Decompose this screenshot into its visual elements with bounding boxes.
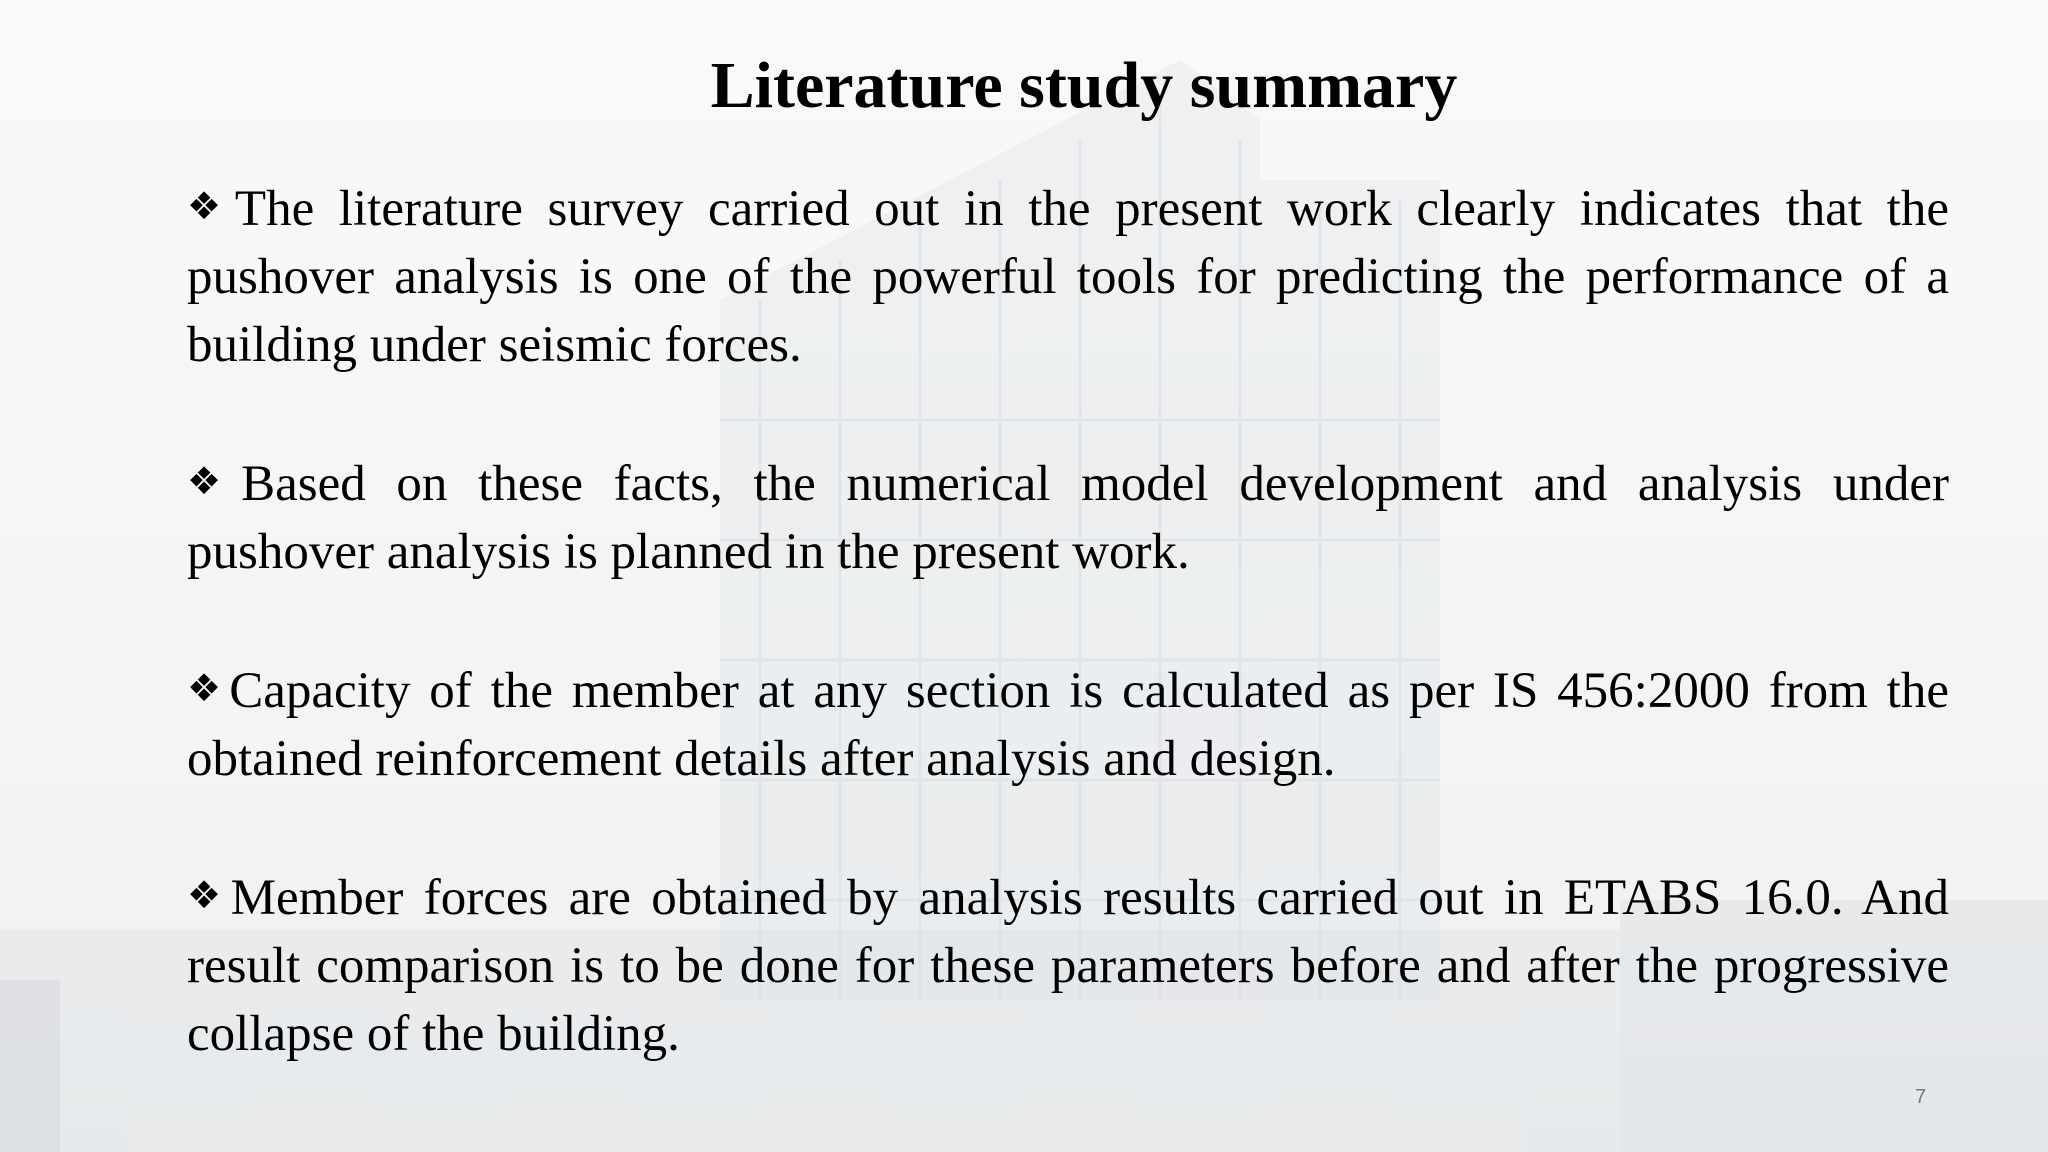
slide-title: Literature study summary (710, 49, 1458, 122)
bullet-list (187, 172, 1949, 1136)
diamond-bullet-icon: ❖ (187, 459, 240, 503)
bullet-item-4 (187, 861, 1949, 1068)
bullet-text-3: Capacity of the member at any section is calculated as per IS 456:2000 from the obtained reinforcement details after analysis and design. (187, 663, 1949, 787)
bullet-text-1: The literature survey carried out in the present work clearly indicates that the pushover analysis is one of the powerful tools for predicting the performance of a building under seismic forces. (187, 181, 1949, 373)
diamond-bullet-icon: ❖ (187, 184, 233, 228)
bullet-item-3 (187, 654, 1949, 793)
bullet-text-4: Member forces are obtained by analysis results carried out in ETABS 16.0. And result comparison is to be done for these parameters before and after the progressive collapse of the building. (187, 870, 1949, 1062)
bullet-item-1 (187, 172, 1949, 379)
bullet-item-2 (187, 447, 1949, 586)
diamond-bullet-icon: ❖ (187, 873, 229, 917)
bullet-text-2: Based on these facts, the numerical model development and analysis under pushover analysis is planned in the present work. (187, 456, 1949, 580)
page-number: 7 (1915, 1086, 1927, 1108)
diamond-bullet-icon: ❖ (187, 666, 228, 710)
